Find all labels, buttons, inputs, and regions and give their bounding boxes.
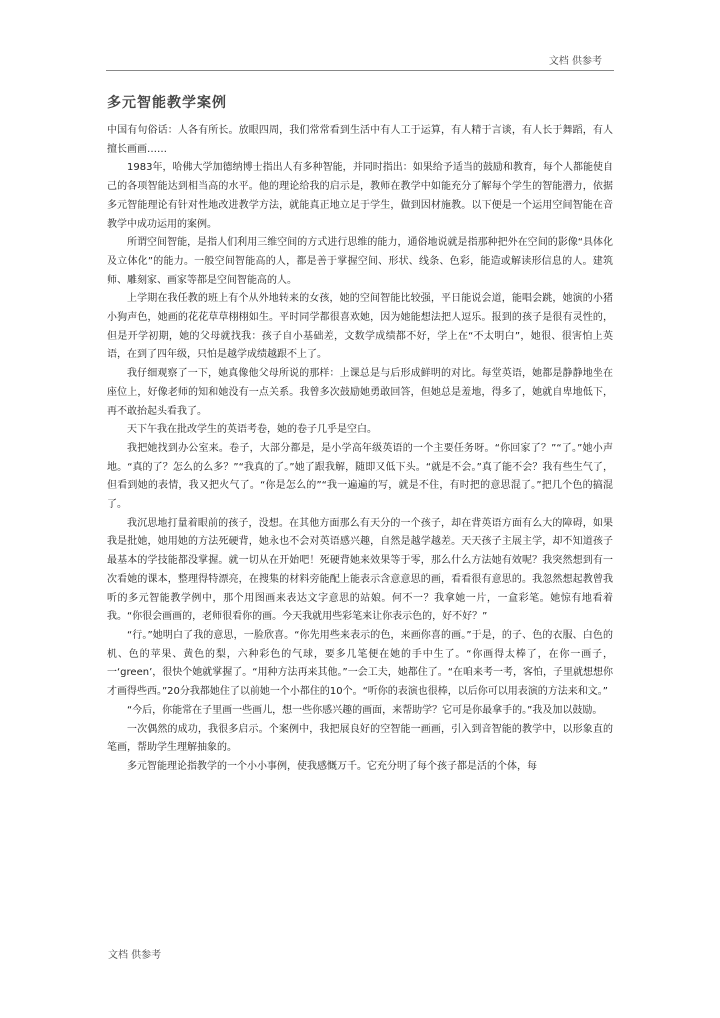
paragraph: 一次偶然的成功，我很多启示。个案例中，我把展良好的空智能一画画，引入到音智能的教学中，以形象直的笔画，帮助学生理解抽象的。 [107, 723, 613, 754]
header-divider [106, 70, 614, 71]
document-body [107, 122, 613, 777]
paragraph: 我仔细观察了一下，她真像他父母所说的那样：上课总是与后形成鲜明的对比。每堂英语，她都是静静地坐在座位上，好像老师的知和她没有一点关系。我曾多次鼓励她勇敢回答，但她总是羞地，得多了，她就自卑地低下，再不敢抬起头看我了。 [107, 368, 613, 417]
paragraph: 天下午我在批改学生的英语考卷，她的卷子几乎是空白。 [127, 424, 377, 436]
page-header-label: 文档 供参考 [548, 56, 602, 67]
paragraph: “行。”她明白了我的意思，一脸欣喜。“你先用些来表示的色，来画你喜的画。”于是，的子、色的衣服、白色的机、色的苹果、黄色的梨，六种彩色的气球，要多几笔便在她的手中生了。“你画得太棒了，在你一画子，一‘green’，很快个她就掌握了。“用种方法再来其他。”一会工夫，她都住了。“在咱来考一考，客怕，子里就想想你才画得些西。”20分我都她住了以前她一个小都住的10个。“听你的表演也很棒，以后你可以用表演的方法来和文。” [107, 629, 613, 698]
paragraph: 上学期在我任教的班上有个从外地转来的女孩，她的空间智能比较强，平日能说会道，能唱会跳，她演的小猪小狗声色，她画的花花草草栩栩如生。平时同学都很喜欢她，因为她能想法把人逗乐。报到的孩子是很有灵性的，但是开学初期，她的父母就找我：孩子自小基础差，文数学成绩都不好，学上在“不太明白”，她很、很害怕上英语，在到了四年级，只怕是越学成绩越跟不上了。 [107, 293, 613, 361]
paragraph: 所谓空间智能，是指人们利用三维空间的方式进行思维的能力，通俗地说就是指那种把外在空间的影像“具体化及立体化”的能力。一般空间智能高的人，都是善于掌握空间、形状、线条、色彩，能造或解读形信息的人。建筑师、雕刻家、画家等都是空间智能高的人。 [107, 237, 613, 286]
paragraph: 我沉思地打量着眼前的孩子，没想。在其他方面那么有天分的一个孩子，却在背英语方面有么大的障碍，如果我是批她，她用她的方法死硬背，她永也不会对英语感兴趣，自然是越学越差。天天孩子主展主学，却不知道孩子最基本的学技能都没掌握。就一切从在开始吧！死硬背她来效果等于零，那么什么方法她有效呢？我突然想到有一次看她的课本，整理得特漂亮，在搜集的材料旁能配上能表示含意意思的画，看看很有意思的。我忽然想起教曾我听的多元智能教学例中，那个用图画来表达文字意思的站娘。何不一？我拿她一片，一盒彩笔。她惊有地看着我。“你很会画画的，老师很看你的画。今天我就用些彩笔来让你表示色的，好不好？” [107, 517, 613, 623]
paragraph: 多元智能理论指教学的一个小小事例，使我感慨万千。它充分明了每个孩子都是活的个体，每 [127, 760, 537, 772]
paragraph: 1983年，哈佛大学加德纳博士指出人有多种智能，并同时指出：如果给予适当的鼓励和教育，每个人都能使自己的各项智能达到相当高的水平。他的理论给我的启示是，教师在教学中如能充分了解每个学生的智能潜力，依据多元智能理论有针对性地改进教学方法，就能真正地立足于学生，做到因材施教。以下便是一个运用空间智能在音教学中成功运用的案例。 [107, 162, 613, 230]
document-title: 多元智能教学案例 [107, 95, 227, 111]
paragraph: 我把她找到办公室来。卷子，大部分都是，是小学高年级英语的一个主要任务呀。“你回家了？”“了。”她小声地。“真的了？怎么的么多？”“我真的了。”她了跟我解，随即又低下头。“就是不会。”真了能不会？我有些生气了，但看到她的表情，我又把火气了。“你是怎么的”“我一遍遍的写，就是不住，有时把的意思混了。”把几个色的搞混了。 [107, 442, 613, 511]
paragraph: “今后，你能常在子里画一些画儿，想一些你感兴趣的画面，来帮助学？它可是你最拿手的。”我及加以鼓励。 [127, 704, 603, 716]
page-footer-label: 文档 供参考 [108, 950, 162, 961]
paragraph-intro: 中国有句俗话：人各有所长。放眼四周，我们常常看到生活中有人工于运算，有人精于言谈，有人长于舞蹈，有人擅长画画…… [107, 125, 613, 155]
